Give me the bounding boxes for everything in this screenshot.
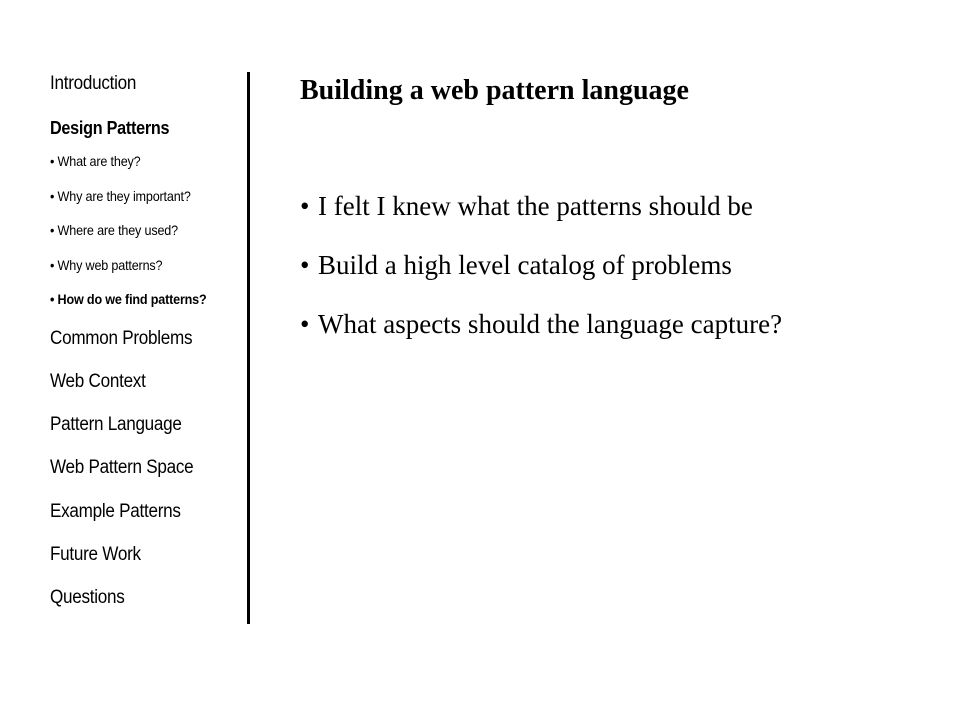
nav-item-future-work[interactable]: Future Work [50, 544, 141, 565]
nav-subitem-where-used[interactable]: • Where are they used? [50, 222, 178, 238]
slide-content [300, 0, 940, 720]
bullet-item [300, 308, 782, 340]
nav-item-design-patterns[interactable]: Design Patterns [50, 118, 170, 138]
nav-item-common-problems[interactable]: Common Problems [50, 328, 193, 349]
nav-item-introduction[interactable]: Introduction [50, 73, 137, 94]
bullet-item [300, 190, 753, 222]
nav-subitem-what-are-they[interactable]: • What are they? [50, 153, 141, 169]
slide-title: Building a web pattern language [300, 75, 689, 106]
nav-subitem-why-important[interactable]: • Why are they important? [50, 188, 191, 204]
nav-subitem-why-web-patterns[interactable]: • Why web patterns? [50, 257, 163, 273]
bullet-text: Build a high level catalog of problems [318, 250, 732, 280]
nav-item-web-pattern-space[interactable]: Web Pattern Space [50, 457, 194, 478]
nav-subitem-how-find-patterns[interactable]: • How do we find patterns? [50, 291, 207, 307]
bullet-item [300, 249, 732, 281]
bullet-dot: • [300, 191, 310, 221]
nav-item-pattern-language[interactable]: Pattern Language [50, 414, 182, 435]
nav-item-example-patterns[interactable]: Example Patterns [50, 501, 181, 522]
bullet-dot: • [300, 250, 310, 280]
bullet-text: What aspects should the language capture? [318, 309, 783, 339]
nav-divider [247, 72, 250, 624]
bullet-text: I felt I knew what the patterns should be [318, 191, 753, 221]
nav-item-web-context[interactable]: Web Context [50, 371, 146, 392]
bullet-dot: • [300, 309, 310, 339]
section-navigation [50, 0, 250, 720]
nav-item-questions[interactable]: Questions [50, 587, 125, 608]
